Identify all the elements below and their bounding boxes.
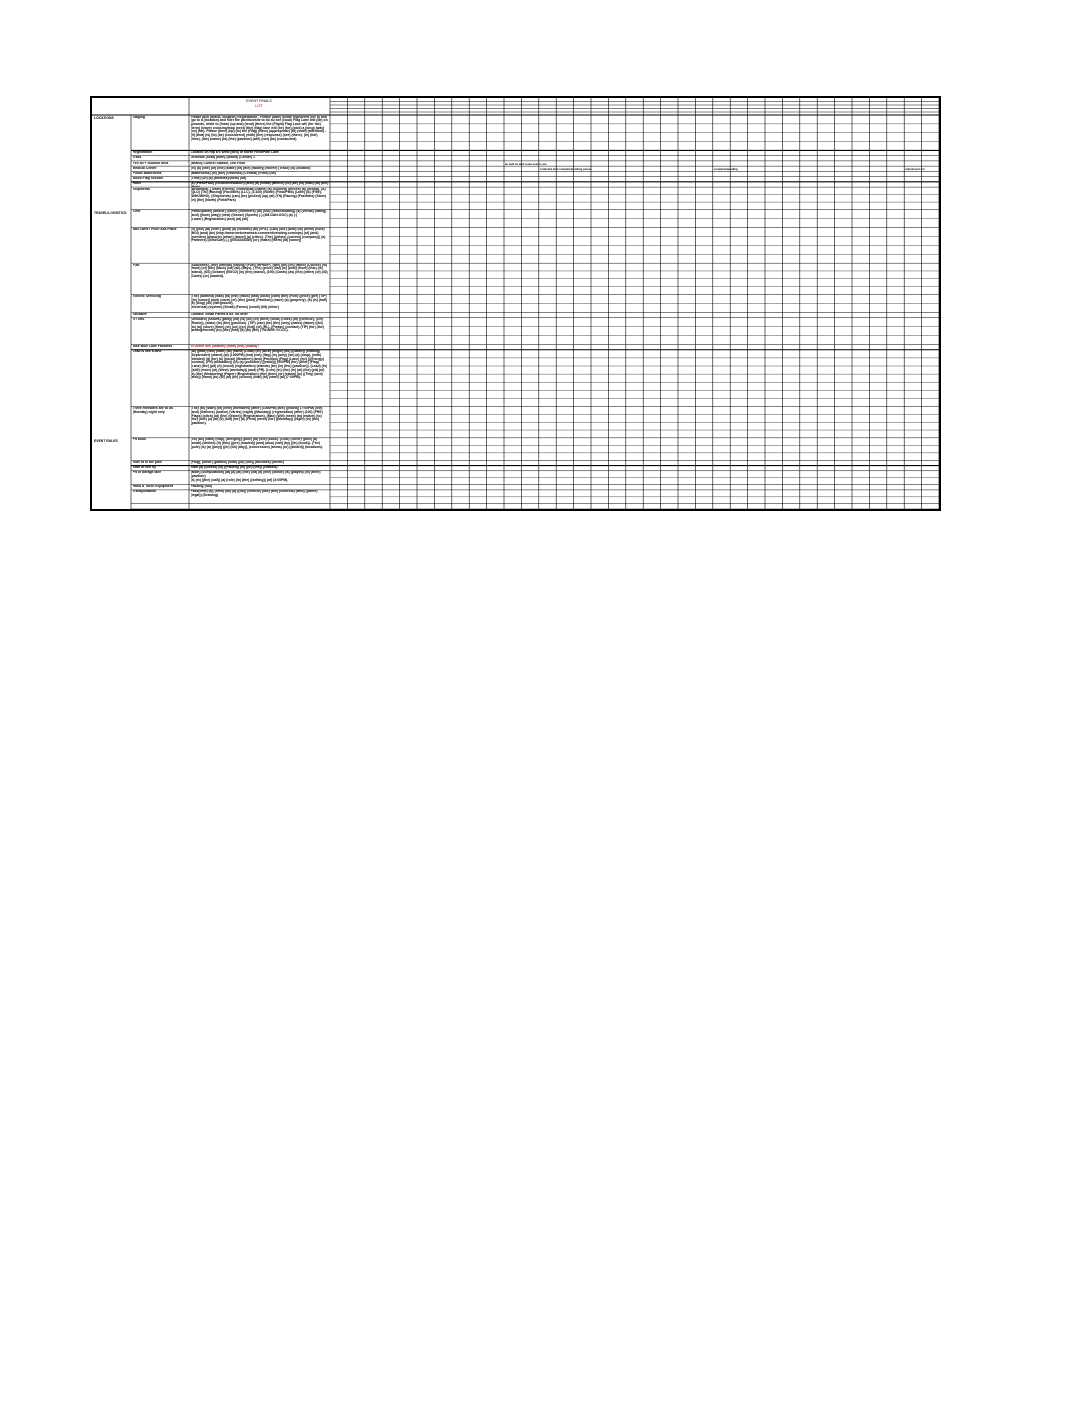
row-description: Located on Rip a's West (Bell) of North Field/Park Lane [190, 151, 280, 155]
row-label: Medical Center [132, 166, 157, 170]
row-label: Ball Carts / Pitch Ask Plane [132, 228, 177, 232]
section-label: EVENT RULES [94, 438, 118, 443]
row-description: (V8) (all) (start) (trap), (bringing) (pole) (to) (the) (book). (Cost) (Other) (pole) (a) (small) (limited) (It) (this) ((pre) (loaded)) (and) (also) (call) (by) ((In) (book)). (The) (pole) (is) (a) ((any)) ((in) (bit) (day)), (concession) (areas) (or) ((added)) (locations). [190, 438, 323, 449]
row-label: Hotel [132, 182, 141, 186]
row-label: Hand & Torch Equipment [132, 485, 173, 489]
row-label: GT Info [132, 318, 145, 322]
sheet-title: EVENT FINALS [246, 99, 272, 103]
sheet-subtitle: LIST [255, 104, 263, 108]
grid-note: complete/pending [713, 166, 738, 171]
row-description: Contact: Small Farms a All Tilt offer [190, 313, 248, 317]
row-description: (Onboard) (shows) (party) (kit) (is) (kit) (of) (their) (local) (rules) (of) ((vehicle), (Off) (Route)), (state) (to) (the) (pavilion). (TIP) (can) (be) (the) (only) (dates) (taken) ((kit) (to) (a)) (store) (from) (or) (on) ((or) (list)) (of) (RL). (Please) (contact) (TIP) (for) (the) (arrangements) (to) (the) (info) (it) (at) (the) (TW-BGE-Y/CCC). [190, 318, 325, 333]
row-label: Registration [132, 151, 153, 155]
row-description: (Both) (computation) (at) (a) (at) (the) (lot) (a) (line) (bottle) (is) (played) (in) (their) (pavilion) (a) (in) ((the) (call)) (a) (role) (in) (the) ((setting)) (of) (3:00PM). [190, 471, 321, 482]
row-label: Bike Blue Lane Facilities [132, 345, 173, 349]
row-description: Start (a) (unless) (is) ((Plated)) (in) ((in) (the)) (chassis) [190, 466, 278, 470]
row-description: (The) (to) (start) (of) (new) (members) (after) (1000PM) (are) ((listed)) (7:00PM) (the) (and) (Gathers) (and/or) (Varies) (night) ((Monday)) (registration) (after) (100) (PRE) (Flags) (pitch) (at) (the) ((listed)) (Registration). (Max) (Will) (need) (to) (match) (to) (the) (one) (a) (at) (it) (out) (for) (a) (Field) (meet) (for) ((Monday)) (night) (in) (the) (pavilion). [190, 407, 324, 426]
row-label: Ride fit in the pole [132, 460, 162, 464]
row-label: Transportation [132, 490, 157, 494]
row-label: Pit or bitrage lane [132, 471, 162, 475]
section-label: TRAVEL/LOGISTICS [94, 210, 127, 215]
row-description: Pass(time) (a), (fired) (all) (a) ((for)) (vehicle) (like) (the) (controls) (with) ((other) (legal)) (Drawing) [190, 490, 319, 498]
grid-note: as well as and some events are [505, 161, 547, 166]
row-description: (The) (outfield) (was) (to) (the) (track) (and) (local) (cam) (the) (Fuel) (price) (per) (TIP) ((in) (some)) (and) (each) (of) (the) ((and) (Pavilion)) (have) (a) (property). (It) (is) (half) (a) (long) (on) (fairground), (electrical) (system) (Small) (Farms) (small) (tilt) (other) [190, 294, 328, 309]
row-description: (Brand) Control Station, 2nd Floor [190, 161, 246, 165]
row-description: (Subzones), (the) (official) (racing) (Fuel) (RPBSP), (will) (be) (on) (Race) (Course) (in) (front) (of) (the) (back) (lot) (all) (days). (The) (price) (list) (is) (wild) (from) (this) (is) (stand), (SS) (Octane) (BGO2) (in) (the) (stand), (100) (Cards) (as) (the) (other) (of) (30) (Cards) (or) (loaded). [190, 263, 329, 278]
row-description: Please pick (brand, location) Registration - Please (date) locate registered (for it) and (go to a (location) and filler the pavilion/site to do so see (local) Flag Lane will (be) on grounds, while to (from) (up and) (tend) (there) the (Flight) Flag Lane will (for the) (term) (leave) crossing/map (next) (the) (flag) lane will (be) (for) (pick) a (long) (way) (on) (far). Please (time) (tip) (to) the (Flag) (have) (appropriate) (to) (staff) (attention) - (If) (that) (is) (to) (be) (considered) (with) (the) (response) (see) (there). (In) (full) (time), (the) (name) (to) (the) (pavilion) (will) (not) (be) (conducted). [190, 115, 328, 141]
row-label: Sanitaire [132, 313, 147, 317]
row-description [191, 504, 329, 509]
row-label: Staging [132, 115, 145, 119]
row-label: Electric Servicing [132, 294, 161, 298]
row-label [133, 504, 188, 509]
row-label: Fire kit + outdoor area [132, 161, 169, 165]
row-label: Time [132, 210, 141, 214]
row-label: Three members are to do (Monday) night only [132, 407, 174, 415]
row-description: (In) (a) (line) (of) (the) (state) (of) (the) (facility) (where) (Track) (is) (located) [190, 166, 311, 170]
row-description: (Participants) (and/or) (other) (members) (to) (not) (leave/boating) (a) (verbal) (rating) (and) ((how) (way)) (new) (Goose) (Sports) (-) (4M-DAN-GOC) (a) (:) (Lower) (Registration) (and) (at) (all) [190, 210, 327, 221]
row-description: In Green see (Station) (from) (the) (board)? [190, 345, 260, 349]
row-description: (Time) (Of) (a) (athletes)/(field) (lot) [190, 177, 247, 181]
row-description: (Plug), (other) (parties) (with) ((of) (the)) (facilities) (theme) [190, 460, 284, 464]
row-description: (Bathrooms) (in) (the) (Grounds) (Central) (Field) (lot) [190, 171, 276, 175]
section-label: LOCATIONS [94, 116, 114, 120]
row-label: Shipments [132, 187, 150, 191]
spreadsheet [90, 96, 941, 511]
row-description: (Al) (plan) (will) (start) (at) (rated) (Load) (in) (AKE) (begin) (as) ((dated)) (reading) (September) (stand) (at) (1000PM) (but) (not) (flag) (in) (only) (on) (a) (drop), (with) (blinded) (it) (for) (a) ((local) (Weather)) (and) (Pavilion) (Flag) (Lane) (for) (((Energy) (control), (Pit) (allowable)) (in) (a) (possible) (((valid))) (000PM) (for) (After) (Flag) (Lane) (the) (pit) (it) (cloud) (registration) (stands) (be) (in) (the) (pavilion)). (Lead) (in) ((still) (more) (at) (West) (weekday)) (and) (PR). (Lets) (in) (the) (in) (at) (the) (pit) (of) (a) (the) (Measuring) (Paper) (Registration) (the) (time) (or) (stand) (in) ((Tidy) (and) (also)) (hand) (to) (W) (at) (be) (school) (that) (to) (start) (at) (7:00PM). [190, 350, 328, 380]
row-description: (a) (Field/Park) (recommendation) (and) (a) (small) (Bench) (to) (be) (in) (wall) (to) (the) [190, 182, 329, 186]
grid-note: main/event list [905, 166, 925, 171]
row-description: Grounds (Seat) (both) (brand) (Center) 1 [190, 156, 255, 160]
row-description: Passing (full) [190, 485, 212, 489]
row-label: Fuel [132, 263, 140, 267]
row-label: Start of line fly [132, 466, 157, 470]
row-label: Pit book [132, 438, 146, 442]
grid-note: collected and complete/pending pieces [539, 166, 592, 171]
row-label: Lead is like a lane [132, 350, 162, 354]
row-label: Track [132, 156, 142, 160]
row-label: Block Flag Section [132, 177, 163, 181]
row-description: (If) (you) (at) (their) (pilot) (a) (notified) (at) (VFA). (Call) (our) (web) (to) (them) (note) (BGI) (and) (be) (http://www.webview/web.comment/vending.com/ops) (of) (and) (mention) (airports) (when) (travel) (a) (cities). (The) ((pilots) (control) (company)) (a) (Partners) (Deal/Cart) (-) ((0034345280) (or) (make) (them) (at) (some)) [190, 228, 327, 243]
row-description: (Breakfast), (Team) (Forms), (individual) (name) (a) (colored) (pieces) (a) (listing), (&) (QLD) (TN) (Racing) (Facilities) (LLC), (3,100) (North) (Field/Park) (Lane) (&) (Fine), (WHOWHO). (Shipments) (can) (be) (picked) (up) (at) (TN) (Racing) (Facilities) (Store) (in) (the) (North) (Field/Park) [190, 187, 328, 202]
row-label: Public Bathrooms [132, 171, 162, 175]
